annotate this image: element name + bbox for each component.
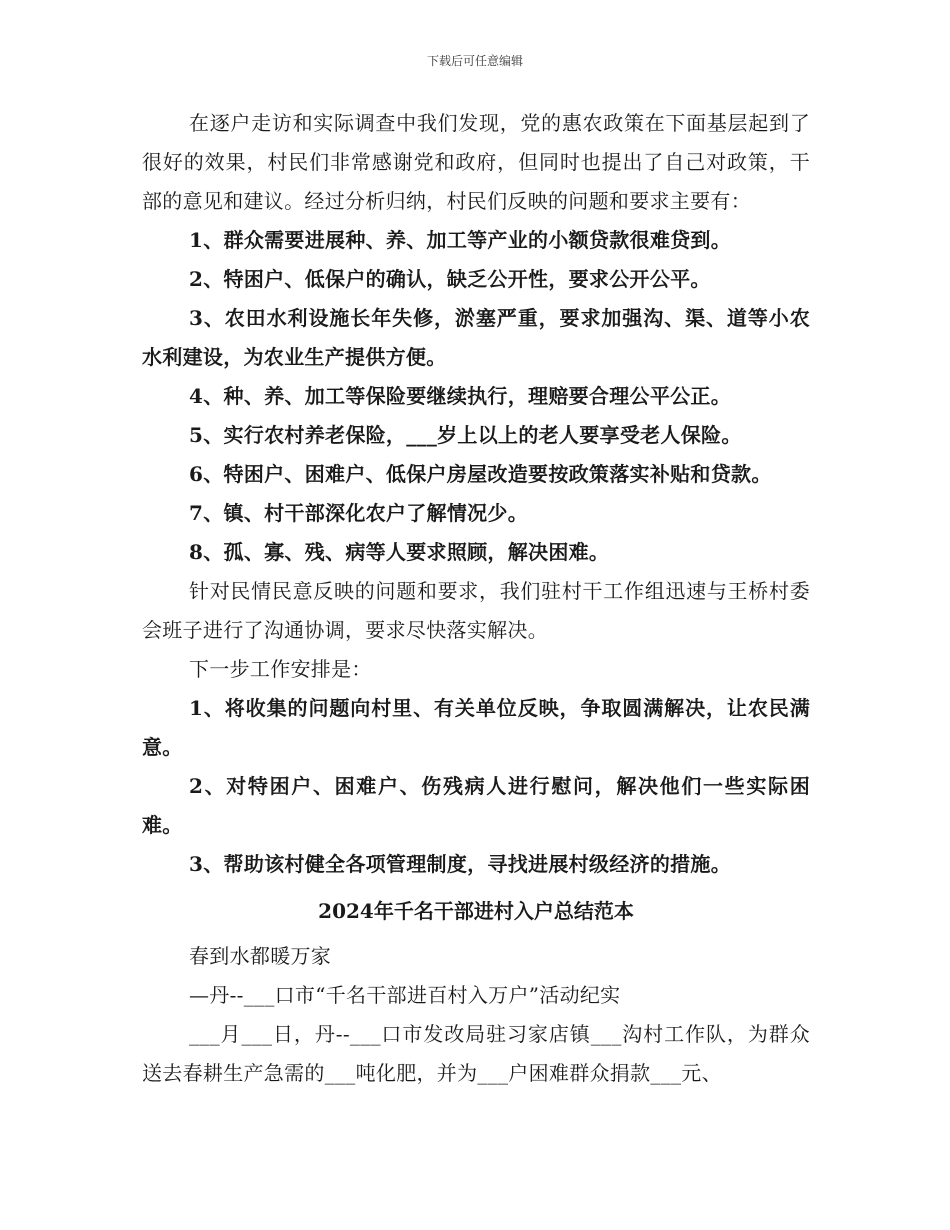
paragraph: 5、实行农村养老保险，___岁上以上的老人要享受老人保险。 — [189, 423, 742, 447]
paragraph-group-problems — [142, 104, 810, 884]
paragraph: 针对民情民意反映的问题和要求，我们驻村干工作组迅速与王桥村委会班子进行了沟通协调，要求尽快落实解决。 — [142, 579, 810, 642]
paragraph: 4、种、养、加工等保险要继续执行，理赔要合理公平公正。 — [189, 384, 732, 408]
paragraph: 2、特困户、低保户的确认，缺乏公开性，要求公开公平。 — [189, 267, 711, 291]
paragraph-group-report — [142, 937, 810, 1093]
paragraph: 2、对特困户、困难户、伤残病人进行慰问，解决他们一些实际困难。 — [142, 774, 810, 837]
paragraph: —丹--___口市“千名干部进百村入万户”活动纪实 — [189, 983, 621, 1007]
paragraph: 在逐户走访和实际调查中我们发现，党的惠农政策在下面基层起到了很好的效果，村民们非常感谢党和政府，但同时也提出了自己对政策，干部的意见和建议。经过分析归纳，村民们反映的问题和要求主要有： — [142, 111, 810, 213]
paragraph: 1、将收集的问题向村里、有关单位反映，争取圆满解决，让农民满意。 — [142, 696, 810, 759]
section-title: 2024年千名干部进村入户总结范本 — [318, 899, 634, 923]
paragraph: 春到水都暖万家 — [189, 944, 332, 968]
paragraph: 6、特困户、困难户、低保户房屋改造要按政策落实补贴和贷款。 — [189, 462, 772, 486]
document-body — [142, 104, 810, 1093]
paragraph: 3、农田水利设施长年失修，淤塞严重，要求加强沟、渠、道等小农水利建设，为农业生产提供方便。 — [142, 306, 810, 369]
paragraph: 下一步工作安排是： — [189, 657, 372, 681]
paragraph: 1、群众需要进展种、养、加工等产业的小额贷款很难贷到。 — [189, 228, 732, 252]
page-header: 下载后可任意编辑 — [426, 54, 523, 68]
paragraph: 8、孤、寡、残、病等人要求照顾，解决困难。 — [189, 540, 610, 564]
paragraph: 7、镇、村干部深化农户了解情况少。 — [189, 501, 529, 525]
paragraph: 3、帮助该村健全各项管理制度，寻找进展村级经济的措施。 — [189, 852, 732, 876]
paragraph: ___月___日，丹--___口市发改局驻习家店镇___沟村工作队，为群众送去春耕生产急需的___吨化肥，并为___户困难群众捐款___元、 — [142, 1022, 810, 1085]
